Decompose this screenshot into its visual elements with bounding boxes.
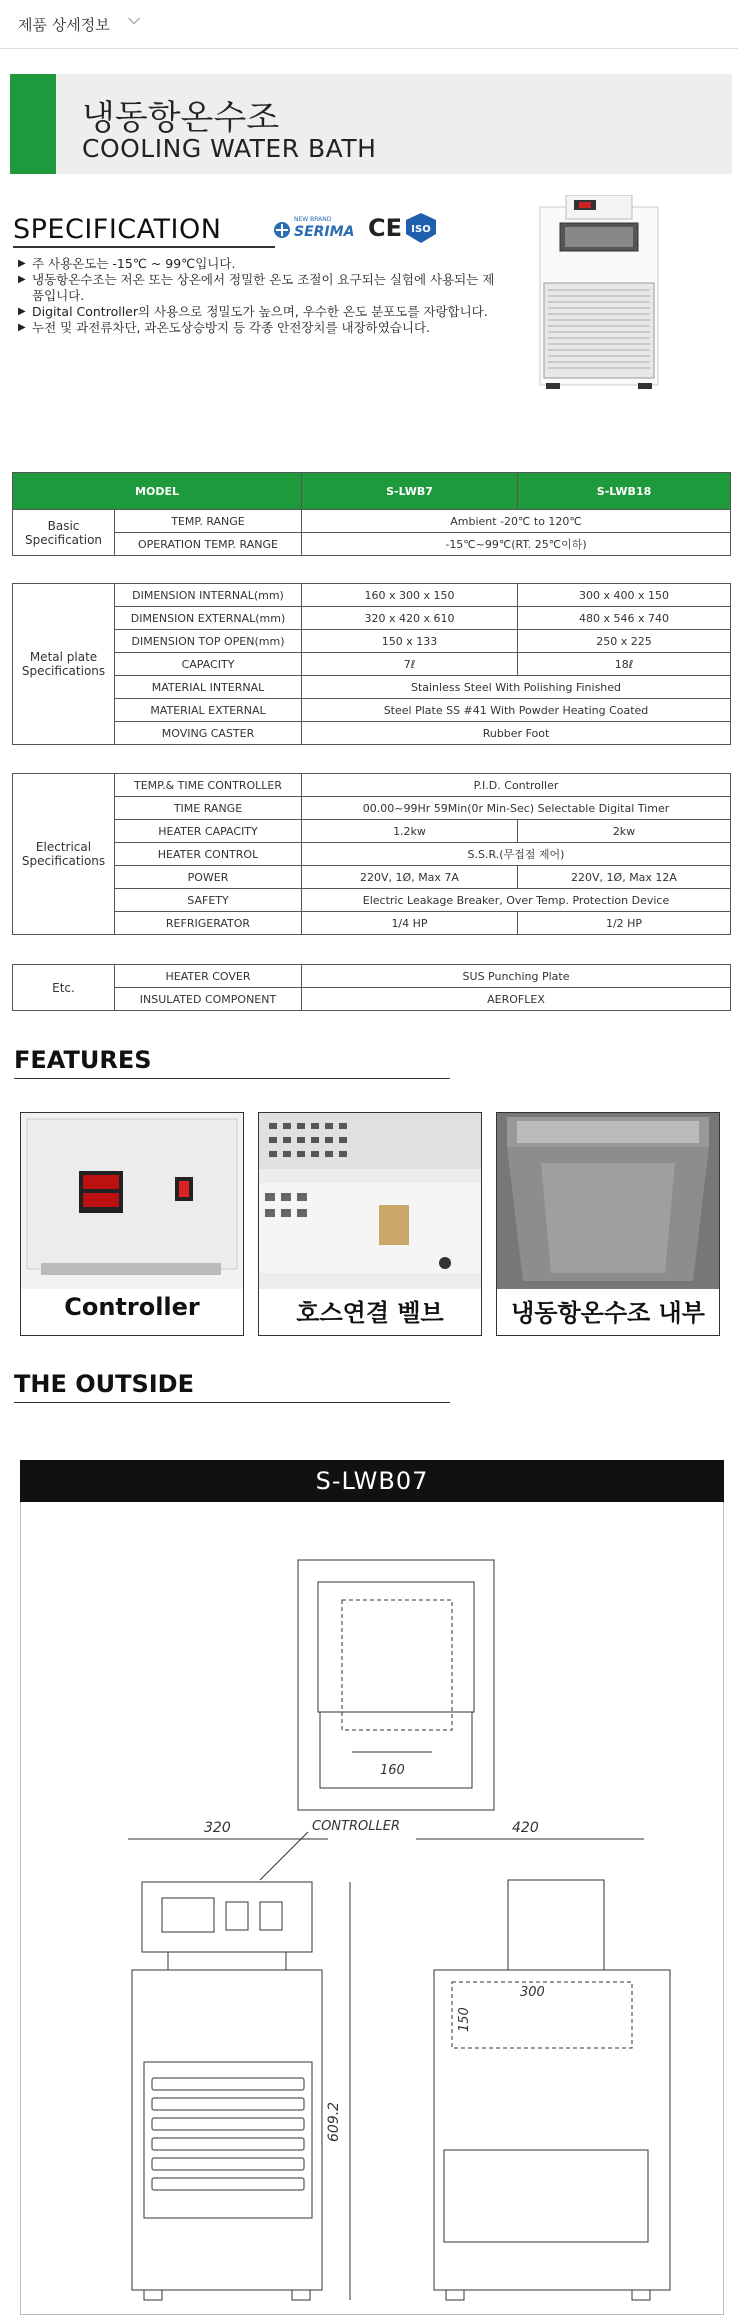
row-value-1: 160 x 300 x 150 (302, 584, 518, 607)
row-value: Electric Leakage Breaker, Over Temp. Protection Device (302, 889, 731, 912)
row-value: P.I.D. Controller (302, 774, 731, 797)
interior-photo (497, 1113, 719, 1289)
table-header-row (13, 473, 731, 510)
title-english: COOLING WATER BATH (82, 134, 377, 163)
table-row (13, 653, 731, 676)
table-row (13, 820, 731, 843)
feature-card-valve (258, 1112, 482, 1336)
row-label: HEATER COVER (115, 965, 302, 988)
header-model: MODEL (13, 473, 302, 510)
feature-caption: 냉동항온수조 내부 (511, 1299, 705, 1327)
table-row (13, 630, 731, 653)
row-value: Ambient -20℃ to 120℃ (302, 510, 731, 533)
outside-underline (14, 1402, 450, 1403)
feature-caption: Controller (64, 1293, 200, 1321)
row-label: DIMENSION TOP OPEN(mm) (115, 630, 302, 653)
table-row (13, 510, 731, 533)
table-row (13, 797, 731, 820)
table-row (13, 988, 731, 1011)
title-block (10, 74, 732, 174)
table-row (13, 965, 731, 988)
row-value-2: 18ℓ (518, 653, 731, 676)
row-value: Steel Plate SS #41 With Powder Heating Coated (302, 699, 731, 722)
row-label: SAFETY (115, 889, 302, 912)
dim-height: 609.2 (326, 2101, 342, 2142)
table-row (13, 774, 731, 797)
row-value-2: 480 x 546 x 740 (518, 607, 731, 630)
row-label: HEATER CONTROL (115, 843, 302, 866)
row-value-1: 1.2kw (302, 820, 518, 843)
table-row (13, 843, 731, 866)
row-value-1: 220V, 1Ø, Max 7A (302, 866, 518, 889)
row-label: TEMP. RANGE (115, 510, 302, 533)
table-row (13, 722, 731, 745)
title-korean: 냉동항온수조 (82, 98, 280, 138)
table-row (13, 533, 731, 556)
title-accent-bar (10, 74, 56, 174)
serima-logo (272, 214, 364, 242)
row-value-1: 320 x 420 x 610 (302, 607, 518, 630)
row-value-2: 250 x 225 (518, 630, 731, 653)
spec-bullet: ▶ Digital Controller의 사용으로 정밀도가 높으며, 우수한 온도 분포도를 자랑합니다. (18, 304, 498, 320)
feature-card-interior (496, 1112, 720, 1336)
dim-controller-label: CONTROLLER (312, 1819, 400, 1834)
row-label: REFRIGERATOR (115, 912, 302, 935)
dim-front-width: 320 (204, 1820, 231, 1836)
row-value-2: 2kw (518, 820, 731, 843)
spec-bullet: ▶ 냉동항온수조는 저온 또는 상온에서 정밀한 온도 조절이 요구되는 실험에 사용되는 제품입니다. (18, 272, 498, 304)
table-row (13, 607, 731, 630)
table-row (13, 889, 731, 912)
header-model-2: S-LWB18 (518, 473, 731, 510)
row-value-1: 1/4 HP (302, 912, 518, 935)
specification-underline (13, 246, 275, 248)
ce-mark: CE (368, 214, 403, 242)
spec-bullets (18, 256, 498, 336)
drawing-model-label: S-LWB07 (20, 1460, 724, 1502)
specification-heading: SPECIFICATION (13, 214, 222, 245)
table-row (13, 699, 731, 722)
spec-bullet: ▶ 누전 및 과전류차단, 과온도상승방지 등 각종 안전장치를 내장하였습니다. (18, 320, 498, 336)
row-label: MATERIAL EXTERNAL (115, 699, 302, 722)
row-label: DIMENSION INTERNAL(mm) (115, 584, 302, 607)
controller-photo (21, 1113, 243, 1289)
row-label: INSULATED COMPONENT (115, 988, 302, 1011)
features-underline (14, 1078, 450, 1079)
dim-top-width: 160 (380, 1763, 405, 1778)
row-value: AEROFLEX (302, 988, 731, 1011)
row-label: OPERATION TEMP. RANGE (115, 533, 302, 556)
serima-logo-text: SERIMA (294, 224, 355, 240)
row-value: 00.00~99Hr 59Min(0r Min-Sec) Selectable Digital Timer (302, 797, 731, 820)
row-value: Rubber Foot (302, 722, 731, 745)
row-value: Stainless Steel With Polishing Finished (302, 676, 731, 699)
chevron-down-icon[interactable]: ⌵ (128, 9, 141, 28)
row-label: MATERIAL INTERNAL (115, 676, 302, 699)
dim-inner-width: 300 (520, 1985, 545, 2000)
row-value: SUS Punching Plate (302, 965, 731, 988)
spec-bullet: ▶ 주 사용온도는 -15℃ ~ 99℃입니다. (18, 256, 498, 272)
header-model-1: S-LWB7 (302, 473, 518, 510)
top-bar (0, 0, 738, 49)
dimension-drawing (20, 1502, 722, 2313)
iso-badge-text: ISO (411, 224, 431, 235)
group-basic: Basic Specification (13, 510, 115, 556)
outside-heading: THE OUTSIDE (14, 1370, 194, 1398)
feature-card-controller (20, 1112, 244, 1336)
spec-table-metal (12, 583, 731, 745)
table-row (13, 866, 731, 889)
hose-valve-photo (259, 1113, 481, 1289)
features-heading: FEATURES (14, 1046, 152, 1074)
row-label: MOVING CASTER (115, 722, 302, 745)
product-photo (538, 195, 660, 390)
serima-logo-tagline: NEW BRAND (294, 216, 332, 223)
row-value-2: 1/2 HP (518, 912, 731, 935)
spec-table-etc (12, 964, 731, 1011)
dim-side-width: 420 (512, 1820, 539, 1836)
row-value: -15℃~99℃(RT. 25℃이하) (302, 533, 731, 556)
product-detail-toggle-label[interactable]: 제품 상세정보 (18, 16, 110, 34)
table-row (13, 676, 731, 699)
row-label: HEATER CAPACITY (115, 820, 302, 843)
group-metal: Metal plate Specifications (13, 584, 115, 745)
row-value-2: 300 x 400 x 150 (518, 584, 731, 607)
row-value-2: 220V, 1Ø, Max 12A (518, 866, 731, 889)
row-label: CAPACITY (115, 653, 302, 676)
table-row (13, 584, 731, 607)
group-electrical: Electrical Specifications (13, 774, 115, 935)
row-value-1: 7ℓ (302, 653, 518, 676)
dim-inner-depth: 150 (457, 2007, 472, 2032)
table-row (13, 912, 731, 935)
group-etc: Etc. (13, 965, 115, 1011)
row-label: DIMENSION EXTERNAL(mm) (115, 607, 302, 630)
iso-badge (404, 212, 438, 244)
row-label: TEMP.& TIME CONTROLLER (115, 774, 302, 797)
feature-caption: 호스연결 벨브 (296, 1299, 444, 1327)
spec-table-electrical (12, 773, 731, 935)
row-value: S.S.R.(무접점 제어) (302, 843, 731, 866)
spec-table-basic (12, 472, 731, 556)
row-label: POWER (115, 866, 302, 889)
row-label: TIME RANGE (115, 797, 302, 820)
row-value-1: 150 x 133 (302, 630, 518, 653)
